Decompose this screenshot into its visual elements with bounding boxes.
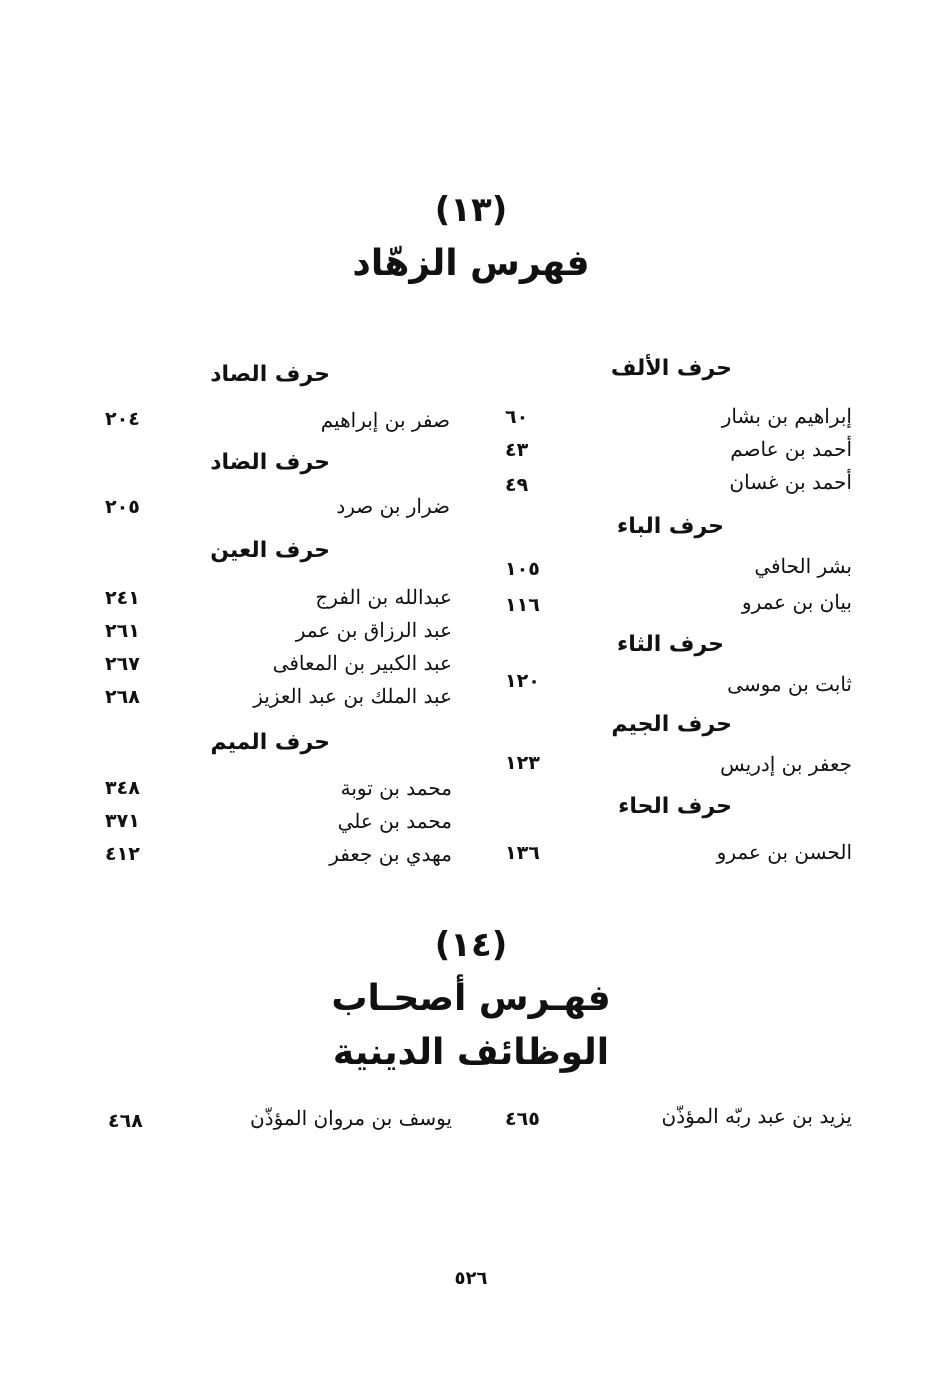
entry-page: ٤٩	[505, 474, 529, 496]
heading-tha: حرف الثاء	[616, 632, 724, 657]
entry-name: عبدالله بن الفرج	[315, 585, 452, 609]
entry-page: ٢٠٤	[105, 408, 140, 430]
heading-ayn: حرف العين	[210, 538, 330, 563]
section-14-title-line1: فهـرس أصحـاب	[331, 978, 611, 1019]
section-13-title: فهرس الزهّاد	[352, 243, 590, 284]
heading-mim: حرف الميم	[210, 730, 330, 755]
heading-ba: حرف الباء	[616, 514, 724, 539]
section-14-number: (١٤)	[434, 925, 508, 965]
section-13-number: (١٣)	[434, 190, 508, 230]
entry-page: ١٢٣	[505, 752, 540, 774]
page-number: ٥٢٦	[454, 1268, 488, 1289]
entry-name: بيان بن عمرو	[741, 590, 852, 614]
entry-name: عبد الرزاق بن عمر	[295, 618, 452, 642]
heading-jim: حرف الجيم	[611, 712, 732, 737]
entry-page: ٦٠	[505, 406, 529, 428]
entry-page: ٤١٢	[105, 843, 140, 865]
entry-page: ٣٧١	[105, 810, 140, 832]
entry-name: بشر الحافي	[754, 554, 852, 578]
entry-page: ٢٤١	[105, 587, 140, 609]
entry-page: ١١٦	[505, 594, 540, 616]
entry-page: ١٣٦	[505, 842, 540, 864]
entry-name: جعفر بن إدريس	[720, 752, 852, 776]
entry-name: الحسن بن عمرو	[716, 840, 852, 864]
entry-name: صفر بن إبراهيم	[320, 408, 450, 432]
entry-page: ٣٤٨	[105, 777, 140, 799]
entry-page: ٢٦٨	[105, 686, 140, 708]
entry-name: عبد الكبير بن المعافى	[272, 651, 452, 675]
entry-name: أحمد بن عاصم	[730, 437, 852, 461]
heading-dad: حرف الضاد	[210, 450, 330, 475]
heading-alif: حرف الألف	[610, 356, 732, 381]
entry-page: ٢٦٧	[105, 653, 140, 675]
entry-page: ٤٣	[505, 439, 529, 461]
entry-name: ضرار بن صرد	[336, 494, 450, 518]
entry-name: محمد بن توبة	[340, 776, 452, 800]
entry-page: ٤٦٥	[505, 1108, 540, 1130]
entry-name: يوسف بن مروان المؤذّن	[249, 1106, 452, 1130]
entry-name: أحمد بن غسان	[729, 470, 852, 494]
entry-name: عبد الملك بن عبد العزيز	[253, 684, 452, 708]
heading-sad: حرف الصاد	[210, 362, 330, 387]
entry-page: ٤٦٨	[108, 1110, 143, 1132]
entry-name: ثابت بن موسى	[727, 672, 852, 696]
entry-name: محمد بن علي	[337, 809, 452, 833]
section-14-title-line2: الوظائف الدينية	[332, 1032, 610, 1073]
entry-page: ٢٦١	[105, 620, 140, 642]
entry-page: ١٠٥	[505, 558, 540, 580]
entry-name: إبراهيم بن بشار	[721, 404, 852, 428]
entry-page: ١٢٠	[505, 670, 540, 692]
heading-ha: حرف الحاء	[618, 794, 732, 819]
entry-name: مهدي بن جعفر	[329, 842, 452, 866]
entry-name: يزيد بن عبد ربّه المؤذّن	[661, 1104, 852, 1128]
entry-page: ٢٠٥	[105, 496, 140, 518]
